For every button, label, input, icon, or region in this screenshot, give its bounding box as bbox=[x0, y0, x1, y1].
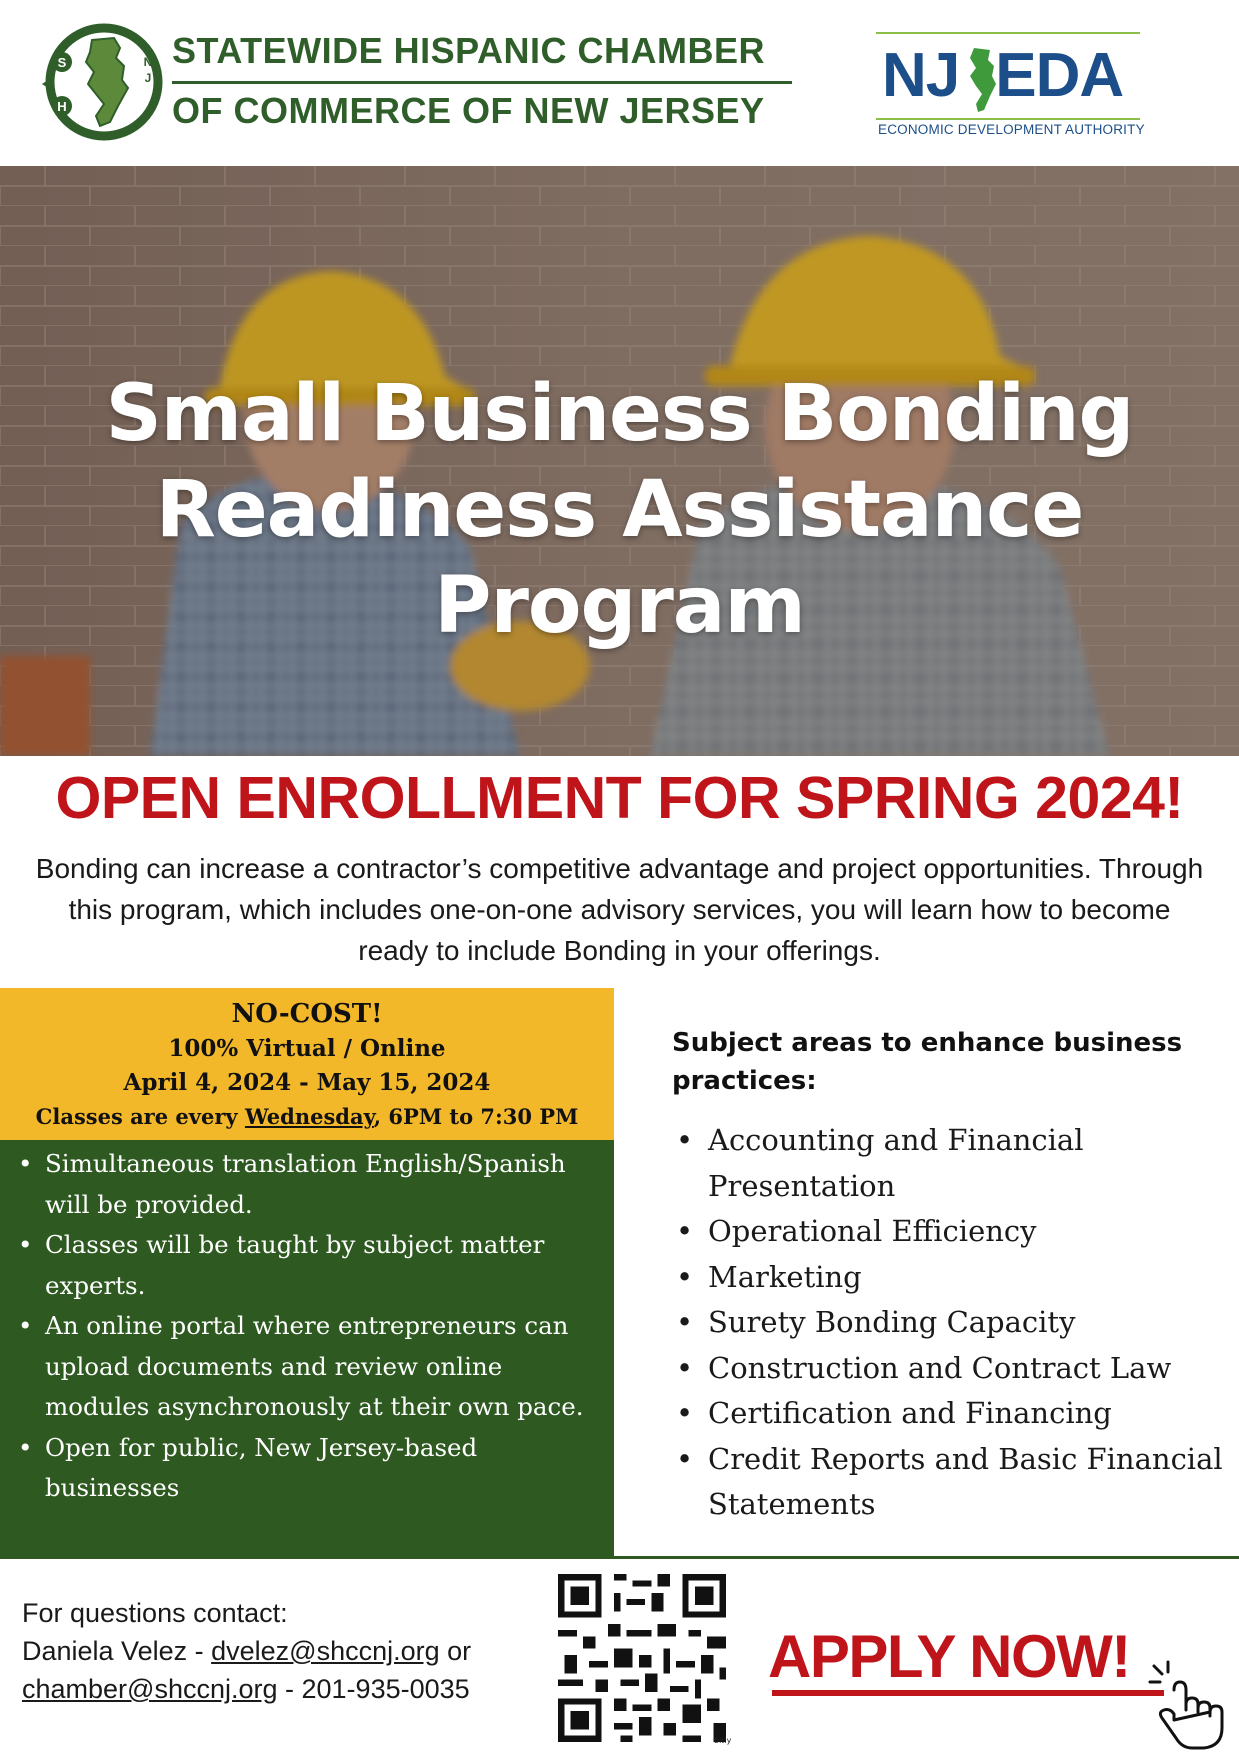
format-label: 100% Virtual / Online bbox=[168, 1035, 446, 1062]
shcc-divider bbox=[172, 81, 792, 84]
new-jersey-state-icon bbox=[964, 46, 1000, 116]
subject-item: • Construction and Contract Law bbox=[672, 1346, 1232, 1392]
features-list bbox=[16, 1144, 600, 1509]
shcc-name-line2: OF COMMERCE OF NEW JERSEY bbox=[172, 90, 765, 131]
contact-phone: - 201-935-0035 bbox=[277, 1674, 470, 1704]
feature-item: • An online portal where entrepreneurs can upload documents and review online modules asynchronously at their own pace. bbox=[16, 1306, 600, 1428]
hero-banner bbox=[0, 166, 1239, 756]
subject-item: • Marketing bbox=[672, 1255, 1232, 1301]
shcc-name-line1: STATEWIDE HISPANIC CHAMBER bbox=[172, 30, 765, 71]
emblem-letter-h: H bbox=[57, 99, 67, 114]
subjects-heading: Subject areas to enhance business practices: bbox=[672, 1028, 1183, 1096]
subject-item: • Operational Efficiency bbox=[672, 1209, 1232, 1255]
subject-item: • Certification and Financing bbox=[672, 1391, 1232, 1437]
program-title-line3: Program bbox=[434, 561, 805, 651]
email-link-dvelez[interactable]: dvelez@shccnj.org bbox=[211, 1636, 440, 1666]
enrollment-headline: OPEN ENROLLMENT FOR SPRING 2024! bbox=[55, 765, 1184, 831]
schedule-label bbox=[0, 1100, 614, 1134]
emblem-letter-j: J bbox=[144, 71, 152, 85]
njeda-wordmark-left: NJ bbox=[882, 41, 960, 110]
pointing-hand-cursor-icon bbox=[1148, 1660, 1232, 1752]
njeda-bottom-rule bbox=[876, 118, 1140, 120]
shcc-emblem-icon bbox=[40, 22, 170, 142]
shcc-logo bbox=[40, 22, 800, 142]
cost-label: NO-COST! bbox=[231, 999, 383, 1029]
contact-name: Daniela Velez - bbox=[22, 1636, 212, 1666]
qr-caption: bitly bbox=[714, 1736, 732, 1745]
program-title-line1: Small Business Bonding bbox=[105, 369, 1134, 459]
subject-item: • Surety Bonding Capacity bbox=[672, 1300, 1232, 1346]
program-intro: Bonding can increase a contractor’s competitive advantage and project opportunities. Through this program, which includes one-on-one advisory services, you will learn how to become ready to include Bonding in your offerings. bbox=[35, 853, 1204, 966]
emblem-letter-s: S bbox=[57, 55, 67, 70]
njeda-logo bbox=[876, 30, 1145, 140]
feature-item: • Classes will be taught by subject matter experts. bbox=[16, 1225, 600, 1306]
emblem-letter-n: N bbox=[143, 55, 153, 69]
email-link-chamber[interactable]: chamber@shccnj.org bbox=[22, 1674, 278, 1704]
subject-item: • Accounting and Financial Presentation bbox=[672, 1118, 1232, 1209]
apply-now-underline bbox=[772, 1690, 1164, 1696]
program-title-line2: Readiness Assistance bbox=[155, 465, 1084, 555]
njeda-subtitle: ECONOMIC DEVELOPMENT AUTHORITY bbox=[878, 122, 1145, 137]
contact-label: For questions contact: bbox=[22, 1598, 288, 1628]
schedule-prefix: Classes are every bbox=[35, 1104, 245, 1129]
dates-label: April 4, 2024 - May 15, 2024 bbox=[123, 1069, 491, 1096]
njeda-wordmark bbox=[882, 40, 1123, 111]
subject-item: • Credit Reports and Basic Financial Statements bbox=[672, 1437, 1232, 1528]
feature-item: • Simultaneous translation English/Spanish will be provided. bbox=[16, 1144, 600, 1225]
schedule-day: Wednesday bbox=[244, 1104, 374, 1129]
qr-code-icon[interactable] bbox=[552, 1568, 732, 1748]
contact-line2 bbox=[22, 1670, 542, 1708]
apply-now-button[interactable]: APPLY NOW! bbox=[768, 1623, 1130, 1690]
program-title bbox=[0, 366, 1239, 654]
njeda-wordmark-right: EDA bbox=[995, 41, 1124, 110]
program-features-box bbox=[0, 1140, 614, 1556]
header bbox=[0, 0, 1239, 166]
contact-line1 bbox=[22, 1632, 542, 1670]
schedule-suffix: , 6PM to 7:30 PM bbox=[373, 1104, 579, 1129]
njeda-top-rule bbox=[876, 32, 1140, 34]
feature-item: • Open for public, New Jersey-based businesses bbox=[16, 1428, 600, 1509]
program-details-box bbox=[0, 988, 614, 1140]
contact-or: or bbox=[439, 1636, 472, 1666]
contact-info bbox=[22, 1594, 542, 1708]
subjects-list bbox=[672, 1118, 1232, 1528]
footer-divider bbox=[0, 1556, 1239, 1559]
